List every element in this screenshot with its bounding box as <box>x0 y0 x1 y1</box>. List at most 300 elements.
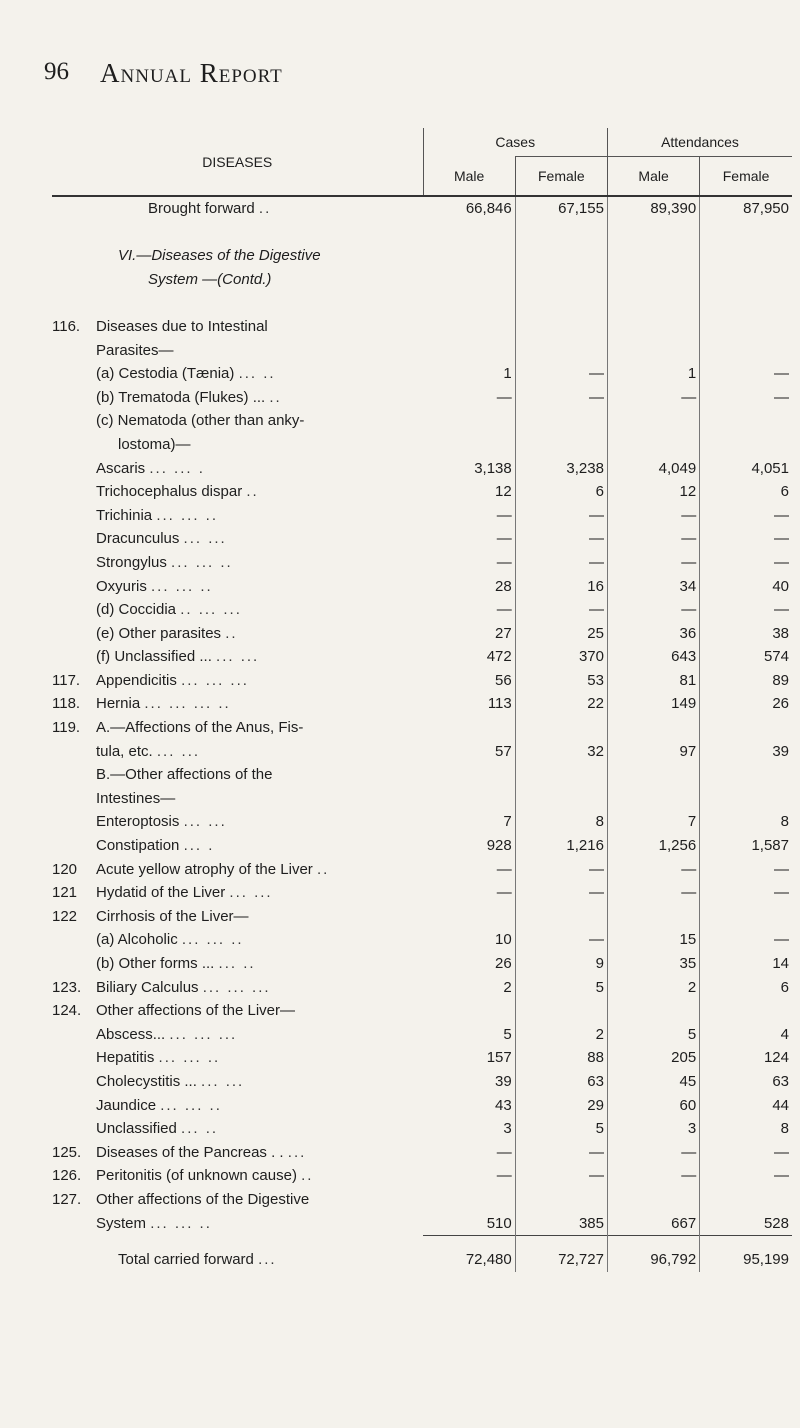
table-row <box>52 433 792 457</box>
attendances-female-value: — <box>774 1143 789 1161</box>
table-row <box>52 386 792 410</box>
attendances-male-value: — <box>607 881 699 905</box>
cases-male-value: 2 <box>423 976 515 1000</box>
attendances-male-value: — <box>607 527 699 551</box>
attendances-male-value: 89,390 <box>607 196 699 221</box>
leader-dots: ... ... <box>183 813 227 831</box>
attendances-female-value: — <box>774 601 789 619</box>
table-row <box>52 1094 792 1118</box>
cases-female-value: 29 <box>515 1094 607 1118</box>
leader-dots: ... ... <box>183 530 227 548</box>
cases-female-value: 8 <box>515 810 607 834</box>
disease-label: Intestines— <box>96 789 176 807</box>
cases-female-value: — <box>515 928 607 952</box>
attendances-female-value <box>700 221 792 245</box>
attendances-female-value <box>700 315 792 339</box>
cases-female-value <box>515 315 607 339</box>
cases-female-value: — <box>515 504 607 528</box>
table-row <box>52 716 792 740</box>
disease-label: Parasites— <box>96 341 174 359</box>
attendances-male-value: 149 <box>607 692 699 716</box>
attendances-female-value: 6 <box>780 978 789 996</box>
attendances-male-value: 205 <box>607 1046 699 1070</box>
disease-label-cell <box>52 1141 423 1165</box>
leader-dots: ... ... .. <box>181 931 244 949</box>
cases-male-value <box>423 433 515 457</box>
page-title: Annual Report <box>100 58 283 88</box>
cases-male-value: 10 <box>423 928 515 952</box>
disease-label-cell <box>52 763 423 787</box>
cases-male-value: 26 <box>423 952 515 976</box>
disease-label: VI.—Diseases of the Digestive <box>118 247 321 265</box>
attendances-male-value: 81 <box>607 669 699 693</box>
cases-male-value <box>423 291 515 315</box>
leader-dots: .. <box>246 483 259 501</box>
header-attendances: Attendances <box>607 128 792 157</box>
disease-label-cell <box>52 999 423 1023</box>
leader-dots: ... ... <box>201 1072 245 1090</box>
attendances-female-value <box>700 291 792 315</box>
diseases-table <box>52 128 792 1272</box>
disease-label-cell <box>52 881 423 905</box>
disease-label-cell <box>52 787 423 811</box>
cases-female-value: 32 <box>515 740 607 764</box>
table-row <box>52 1236 792 1272</box>
table-row <box>52 1164 792 1188</box>
leader-dots: ... ... .. <box>158 1049 221 1067</box>
header-diseases: DISEASES <box>52 128 423 196</box>
disease-label: Trichocephalus dispar <box>96 483 243 501</box>
attendances-male-value: 35 <box>607 952 699 976</box>
disease-label-cell <box>52 551 423 575</box>
leader-dots: ... ... . <box>149 459 205 477</box>
table-row <box>52 457 792 481</box>
attendances-male-value <box>607 339 699 363</box>
attendances-male-value: — <box>607 858 699 882</box>
disease-label-cell <box>52 1236 423 1272</box>
disease-label-cell <box>52 928 423 952</box>
attendances-female-value: 44 <box>772 1096 789 1114</box>
cases-female-value: 63 <box>515 1070 607 1094</box>
table-row <box>52 810 792 834</box>
attendances-male-value: 97 <box>607 740 699 764</box>
cases-male-value: 57 <box>423 740 515 764</box>
attendances-male-value <box>607 244 699 268</box>
disease-label: Enteroptosis <box>96 813 180 831</box>
cases-female-value <box>515 268 607 292</box>
cases-female-value: 3,238 <box>515 457 607 481</box>
cases-male-value <box>423 244 515 268</box>
cases-female-value: 9 <box>515 952 607 976</box>
attendances-female-value <box>700 409 792 433</box>
disease-label: Acute yellow atrophy of the Liver <box>96 860 313 878</box>
cases-female-value: 2 <box>515 1023 607 1047</box>
cases-female-value <box>515 1188 607 1212</box>
header-cases-female: Female <box>515 157 607 197</box>
attendances-female-value <box>700 1188 792 1212</box>
disease-label-cell <box>52 339 423 363</box>
cases-male-value: 72,480 <box>423 1236 515 1272</box>
attendances-male-value: 15 <box>607 928 699 952</box>
disease-label: Jaundice <box>96 1096 157 1114</box>
attendances-female-value: — <box>774 388 789 406</box>
attendances-female-value <box>700 339 792 363</box>
cases-female-value <box>515 787 607 811</box>
page-number: 96 <box>44 58 69 85</box>
cases-female-value: — <box>515 858 607 882</box>
disease-label: Constipation <box>96 837 180 855</box>
disease-label-cell <box>52 905 423 929</box>
attendances-female-value: 574 <box>763 648 789 666</box>
table-row <box>52 527 792 551</box>
disease-label-cell <box>52 504 423 528</box>
attendances-female-value: 8 <box>780 1120 789 1138</box>
cases-female-value: 72,727 <box>515 1236 607 1272</box>
disease-label-cell <box>52 1117 423 1141</box>
disease-label: Strongylus <box>96 553 167 571</box>
leader-dots: .. ... ... <box>180 601 242 619</box>
cases-female-value <box>515 905 607 929</box>
leader-dots: ... .. <box>181 1120 219 1138</box>
attendances-male-value: 12 <box>607 480 699 504</box>
attendances-male-value: 2 <box>607 976 699 1000</box>
row-number: 120 <box>52 860 78 878</box>
cases-male-value: 157 <box>423 1046 515 1070</box>
attendances-female-value: 95,199 <box>700 1236 792 1272</box>
attendances-male-value: 643 <box>607 645 699 669</box>
attendances-female-value: 89 <box>772 671 789 689</box>
attendances-female-value <box>700 763 792 787</box>
cases-female-value: — <box>515 386 607 410</box>
leader-dots: ... ... .. <box>171 553 233 571</box>
attendances-male-value: — <box>607 551 699 575</box>
attendances-male-value: 7 <box>607 810 699 834</box>
table-row <box>52 1117 792 1141</box>
disease-label-cell <box>52 645 423 669</box>
attendances-male-value: — <box>607 386 699 410</box>
cases-male-value: — <box>423 1141 515 1165</box>
cases-female-value: 385 <box>515 1212 607 1236</box>
disease-label-cell <box>52 692 423 716</box>
leader-dots: ... ... <box>216 648 260 666</box>
table-row <box>52 409 792 433</box>
table-row <box>52 1188 792 1212</box>
attendances-female-value: 124 <box>763 1049 789 1067</box>
cases-male-value <box>423 339 515 363</box>
cases-male-value: 113 <box>423 692 515 716</box>
cases-female-value: — <box>515 1164 607 1188</box>
attendances-female-value: 8 <box>780 813 789 831</box>
leader-dots: ... ... <box>156 742 201 760</box>
attendances-male-value: — <box>607 598 699 622</box>
disease-label: Dracunculus <box>96 530 180 548</box>
attendances-male-value: 5 <box>607 1023 699 1047</box>
table-row <box>52 1070 792 1094</box>
cases-male-value <box>423 999 515 1023</box>
cases-male-value: — <box>423 386 515 410</box>
attendances-female-value <box>700 905 792 929</box>
disease-label: Ascaris <box>96 459 146 477</box>
table-row <box>52 740 792 764</box>
cases-male-value: 27 <box>423 622 515 646</box>
attendances-male-value: — <box>607 1164 699 1188</box>
table-row <box>52 551 792 575</box>
attendances-male-value: 1,256 <box>607 834 699 858</box>
table-row <box>52 881 792 905</box>
cases-female-value: 67,155 <box>515 196 607 221</box>
disease-label: (b) Trematoda (Flukes) ... <box>96 388 266 406</box>
attendances-female-value: 6 <box>780 483 789 501</box>
disease-label: System <box>96 1215 147 1233</box>
attendances-female-value: 4,051 <box>751 459 789 477</box>
table-row <box>52 339 792 363</box>
attendances-female-value: 1,587 <box>751 837 789 855</box>
attendances-female-value <box>700 433 792 457</box>
disease-label: Biliary Calculus <box>96 978 199 996</box>
disease-label: (b) Other forms ... <box>96 955 215 972</box>
disease-label-cell <box>52 1164 423 1188</box>
disease-label-cell <box>52 622 423 646</box>
leader-dots: ... ... .. <box>156 506 218 524</box>
cases-female-value: 5 <box>515 1117 607 1141</box>
disease-label-cell <box>52 480 423 504</box>
row-number: 119. <box>52 719 81 737</box>
disease-label-cell <box>52 527 423 551</box>
attendances-male-value <box>607 409 699 433</box>
disease-label-cell <box>52 1070 423 1094</box>
table-row <box>52 999 792 1023</box>
cases-female-value: 88 <box>515 1046 607 1070</box>
table-row <box>52 905 792 929</box>
table-row <box>52 928 792 952</box>
attendances-female-value: — <box>774 530 789 548</box>
header-attendances-female: Female <box>700 157 792 197</box>
attendances-male-value: 34 <box>607 575 699 599</box>
cases-male-value: — <box>423 598 515 622</box>
attendances-male-value: 96,792 <box>607 1236 699 1272</box>
cases-female-value: 370 <box>515 645 607 669</box>
disease-label: Trichinia <box>96 506 153 524</box>
row-number: 117. <box>52 671 81 689</box>
attendances-female-value: — <box>774 884 789 902</box>
table-row <box>52 763 792 787</box>
attendances-female-value: 39 <box>772 742 789 760</box>
disease-label-cell <box>52 1212 423 1236</box>
cases-male-value: 66,846 <box>423 196 515 221</box>
cases-female-value: 22 <box>515 692 607 716</box>
leader-dots: ... ... ... <box>169 1025 238 1043</box>
disease-label: Abscess... <box>96 1025 166 1043</box>
leader-dots: ... . <box>183 837 215 855</box>
leader-dots: ... ... ... <box>181 671 249 689</box>
disease-label: A.—Affections of the Anus, Fis- <box>96 719 304 737</box>
cases-male-value: 7 <box>423 810 515 834</box>
cases-female-value: 1,216 <box>515 834 607 858</box>
cases-male-value <box>423 409 515 433</box>
header-attendances-male: Male <box>607 157 699 197</box>
cases-male-value: 12 <box>423 480 515 504</box>
attendances-female-value: — <box>774 931 789 949</box>
disease-label-cell <box>52 575 423 599</box>
table-row <box>52 221 792 245</box>
disease-label: (d) Coccidia <box>96 601 177 619</box>
cases-female-value: — <box>515 598 607 622</box>
disease-label-cell <box>52 409 423 433</box>
cases-male-value <box>423 268 515 292</box>
row-number: 121 <box>52 884 78 902</box>
row-number: 127. <box>52 1190 82 1208</box>
leader-dots: ... <box>258 1251 277 1269</box>
cases-female-value <box>515 716 607 740</box>
disease-label-cell <box>52 1094 423 1118</box>
cases-male-value: — <box>423 551 515 575</box>
disease-label: (e) Other parasites <box>96 624 222 642</box>
disease-label-cell <box>52 386 423 410</box>
cases-female-value: 6 <box>515 480 607 504</box>
table-row <box>52 291 792 315</box>
leader-dots: ... ... ... <box>202 978 271 996</box>
disease-label: lostoma)— <box>118 435 191 453</box>
attendances-male-value: 45 <box>607 1070 699 1094</box>
table-row <box>52 1046 792 1070</box>
leader-dots: .. <box>316 860 330 878</box>
table-row <box>52 787 792 811</box>
attendances-female-value: — <box>774 1167 789 1185</box>
disease-label-cell <box>52 315 423 339</box>
attendances-female-value <box>700 268 792 292</box>
attendances-female-value: 40 <box>772 577 789 595</box>
cases-male-value <box>423 716 515 740</box>
attendances-male-value <box>607 433 699 457</box>
attendances-male-value <box>607 787 699 811</box>
header-cases-male: Male <box>423 157 515 197</box>
cases-male-value <box>423 315 515 339</box>
attendances-female-value: 528 <box>763 1214 789 1232</box>
table-row <box>52 1212 792 1236</box>
cases-male-value: 56 <box>423 669 515 693</box>
attendances-male-value: — <box>607 1141 699 1165</box>
table-row <box>52 645 792 669</box>
cases-male-value: 39 <box>423 1070 515 1094</box>
disease-label-cell <box>52 669 423 693</box>
cases-female-value: 5 <box>515 976 607 1000</box>
leader-dots: ... ... ... .. <box>144 695 231 713</box>
cases-male-value <box>423 763 515 787</box>
attendances-female-value <box>700 787 792 811</box>
disease-label-cell <box>52 1023 423 1047</box>
disease-label: Other affections of the Liver— <box>96 1002 295 1020</box>
disease-label-cell <box>52 858 423 882</box>
cases-female-value <box>515 763 607 787</box>
disease-label-cell <box>52 1046 423 1070</box>
leader-dots: ... ... .. <box>150 1215 212 1233</box>
disease-label: Hernia <box>96 695 141 713</box>
attendances-male-value: 36 <box>607 622 699 646</box>
cases-male-value <box>423 905 515 929</box>
cases-male-value: 28 <box>423 575 515 599</box>
cases-female-value <box>515 339 607 363</box>
table-row <box>52 480 792 504</box>
disease-label: System —(Contd.) <box>148 270 272 288</box>
leader-dots: ... ... <box>229 884 273 902</box>
attendances-female-value: 26 <box>772 695 789 713</box>
disease-label: Appendicitis <box>96 671 177 689</box>
row-number: 124. <box>52 1002 82 1020</box>
disease-label-cell <box>52 1188 423 1212</box>
disease-label: (f) Unclassified ... <box>96 648 212 666</box>
table-row <box>52 362 792 386</box>
cases-female-value <box>515 291 607 315</box>
disease-label: (a) Cestodia (Tænia) <box>96 365 235 383</box>
attendances-female-value: 63 <box>772 1072 789 1090</box>
cases-male-value: — <box>423 881 515 905</box>
table-row <box>52 598 792 622</box>
disease-label-cell <box>52 196 423 221</box>
row-number: 118. <box>52 695 81 713</box>
disease-label: B.—Other affections of the <box>96 766 273 784</box>
disease-label: Unclassified <box>96 1120 177 1138</box>
attendances-male-value <box>607 999 699 1023</box>
disease-label-cell <box>52 433 423 457</box>
table-row <box>52 622 792 646</box>
attendances-male-value <box>607 716 699 740</box>
table-row <box>52 1141 792 1165</box>
attendances-female-value: — <box>774 553 789 571</box>
disease-label-cell <box>52 457 423 481</box>
attendances-male-value: 60 <box>607 1094 699 1118</box>
attendances-female-value: 4 <box>780 1025 789 1043</box>
disease-label-cell <box>52 291 423 315</box>
disease-label-cell <box>52 834 423 858</box>
disease-label: Oxyuris <box>96 577 147 595</box>
cases-male-value: 1 <box>423 362 515 386</box>
cases-male-value: 3 <box>423 1117 515 1141</box>
cases-male-value: 5 <box>423 1023 515 1047</box>
disease-label: (a) Alcoholic <box>96 931 178 949</box>
leader-dots: ... .. <box>218 955 256 972</box>
cases-female-value: — <box>515 551 607 575</box>
disease-label: tula, etc. <box>96 742 153 760</box>
table-row <box>52 976 792 1000</box>
table-body <box>52 196 792 1272</box>
table-row <box>52 244 792 268</box>
cases-female-value <box>515 244 607 268</box>
attendances-male-value <box>607 1188 699 1212</box>
attendances-male-value <box>607 291 699 315</box>
cases-female-value <box>515 433 607 457</box>
disease-label-cell <box>52 976 423 1000</box>
cases-female-value: 53 <box>515 669 607 693</box>
cases-female-value: — <box>515 362 607 386</box>
attendances-male-value: 667 <box>607 1212 699 1236</box>
row-number: 123. <box>52 978 82 996</box>
cases-female-value <box>515 999 607 1023</box>
attendances-male-value: 4,049 <box>607 457 699 481</box>
disease-label: Total carried forward <box>118 1251 254 1269</box>
disease-label: Brought forward <box>148 200 255 217</box>
row-number: 122 <box>52 907 78 925</box>
table-row <box>52 268 792 292</box>
cases-male-value <box>423 787 515 811</box>
leader-dots: ... .. <box>238 365 276 383</box>
attendances-female-value: 14 <box>772 955 789 972</box>
cases-male-value: — <box>423 858 515 882</box>
cases-male-value: 510 <box>423 1212 515 1236</box>
cases-male-value: 43 <box>423 1094 515 1118</box>
table-row <box>52 952 792 976</box>
disease-label-cell <box>52 362 423 386</box>
disease-label: Other affections of the Digestive <box>96 1190 310 1208</box>
